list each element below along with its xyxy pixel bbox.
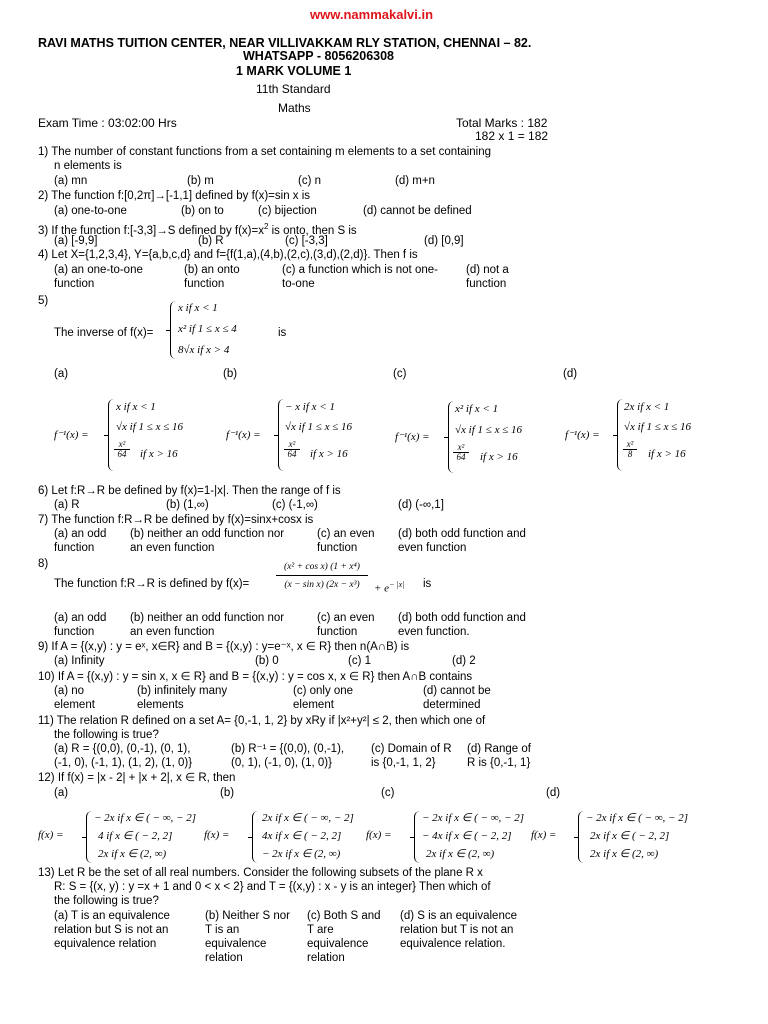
q13-option-c-4[interactable]: relation [307,952,345,964]
q12-d-row: 2x if x ∈ (2, ∞) [590,848,659,860]
q5-c-row: if x > 16 [480,451,518,463]
q9-option-c[interactable]: (c) 1 [348,655,371,667]
q13-option-c[interactable]: (c) Both S and [307,910,381,922]
q10-option-a[interactable]: (a) no [54,685,85,697]
q5-b-frac: x² 64 [284,440,300,459]
q1-option-c[interactable]: (c) n [298,175,321,187]
q5-c-frac: x² 64 [453,443,469,462]
q9-option-d[interactable]: (d) 2 [452,655,476,667]
q12-label-c[interactable]: (c) [381,787,395,799]
subject: Maths [278,101,311,115]
q1-option-d[interactable]: (d) m+n [395,175,435,187]
q5-f-row: x if x < 1 [178,302,218,314]
q12-label-d[interactable]: (d) [546,787,561,799]
q13-text: 13) Let R be the set of all real numbers. Consider the following subsets of the plane R x [38,867,483,879]
q13-option-b[interactable]: (b) Neither S nor [205,910,291,922]
q7-option-b-2[interactable]: an even function [130,542,215,554]
q7-option-a-2[interactable]: function [54,542,95,554]
whatsapp-number: WHATSAPP - 8056206308 [243,49,395,63]
q4-option-a[interactable]: (a) an one-to-one [54,264,143,276]
q5-brace [170,301,177,359]
q13-option-b-3[interactable]: equivalence [205,938,267,950]
q6-option-d[interactable]: (d) (-∞,1] [398,499,444,511]
q13-option-b-2[interactable]: T is an [205,924,240,936]
q5-is: is [278,327,287,339]
q10-option-c-2[interactable]: element [293,699,334,711]
q5-c-row: x² if x < 1 [455,403,499,415]
q8-option-c-2[interactable]: function [317,626,358,638]
q8-number: 8) [38,558,49,570]
q5-a-row: √x if 1 ≤ x ≤ 16 [116,421,183,433]
q5-d-row: 2x if x < 1 [624,401,670,413]
q5-b-row: − x if x < 1 [285,401,335,413]
q3-option-c[interactable]: (c) [-3,3] [285,235,328,247]
total-marks: Total Marks : 182 [456,116,548,130]
q11-text: 11) The relation R defined on a set A= {0,-1, 1, 2} by xRy if |x²+y²| ≤ 2, then which one of [38,715,486,727]
q5-a-row: if x > 16 [140,448,178,460]
volume-title: 1 MARK VOLUME 1 [236,64,352,78]
q5-b-finv: f⁻¹(x) = [226,429,261,441]
q2-option-b[interactable]: (b) on to [181,205,224,217]
q12-c-row: − 2x if x ∈ ( − ∞, − 2] [422,812,525,824]
q12-d-row: − 2x if x ∈ ( − ∞, − 2] [586,812,689,824]
q12-a-fx: f(x) = [38,829,64,841]
center-name: RAVI MATHS TUITION CENTER, NEAR VILLIVAKKAM RLY STATION, CHENNAI – 82. [38,36,532,50]
q11-option-c-2[interactable]: is {0,-1, 1, 2} [371,757,436,769]
q10-option-a-2[interactable]: element [54,699,95,711]
q7-text: 7) The function f:R→R be defined by f(x)=sinx+cosx is [38,514,314,526]
q9-option-b[interactable]: (b) 0 [255,655,279,667]
q12-b-row: 2x if x ∈ ( − ∞, − 2] [262,812,354,824]
q5-f-row: x² if 1 ≤ x ≤ 4 [178,323,237,335]
q7-option-b[interactable]: (b) neither an odd function nor [130,528,285,540]
q5-text: The inverse of f(x)= [54,327,154,339]
q5-label-b[interactable]: (b) [223,368,238,380]
q12-a-row: − 2x if x ∈ ( − ∞, − 2] [94,812,197,824]
q2-option-a[interactable]: (a) one-to-one [54,205,127,217]
q9-text: 9) If A = {(x,y) : y = eˣ, x∈R} and B = {(x,y) : y=e⁻ˣ, x ∈ R} then n(A∩B) is [38,641,410,653]
q11-option-b-2[interactable]: (0, 1), (-1, 0), (1, 0)} [231,757,332,769]
q4-text: 4) Let X={1,2,3,4}, Y={a,b,c,d} and f={f(1,a),(4,b),(2,c),(3,d),(2,d)}. Then f is [38,249,418,261]
q13-option-a[interactable]: (a) T is an equivalence [54,910,170,922]
website-url[interactable]: www.nammakalvi.in [310,7,434,22]
q11-option-b[interactable]: (b) R⁻¹ = {(0,0), (0,-1), [231,743,345,755]
q8-option-d[interactable]: (d) both odd function and [398,612,526,624]
q10-option-c[interactable]: (c) only one [293,685,354,697]
q2-option-d[interactable]: (d) cannot be defined [363,205,472,217]
q13-option-c-3[interactable]: equivalence [307,938,369,950]
q7-option-a[interactable]: (a) an odd [54,528,107,540]
q12-a-row: 4 if x ∈ ( − 2, 2] [98,830,173,842]
q5-d-frac: x² 8 [623,440,637,459]
q8-option-d-2[interactable]: even function. [398,626,470,638]
q12-d-fx: f(x) = [531,829,557,841]
q11-option-a[interactable]: (a) R = {(0,0), (0,-1), (0, 1), [54,743,191,755]
q2-option-c[interactable]: (c) bijection [258,205,317,217]
q8-option-b-2[interactable]: an even function [130,626,215,638]
q9-option-a[interactable]: (a) Infinity [54,655,105,667]
q8-option-a-2[interactable]: function [54,626,95,638]
q10-option-b[interactable]: (b) infinitely many [137,685,228,697]
q12-c-row: 2x if x ∈ (2, ∞) [426,848,495,860]
q1-option-a[interactable]: (a) mn [54,175,88,187]
q12-a-row: 2x if x ∈ (2, ∞) [98,848,167,860]
q12-c-brace[interactable] [414,811,421,863]
q13-text-3: the following is true? [54,895,159,907]
q8-option-c[interactable]: (c) an even [317,612,375,624]
q1-option-b[interactable]: (b) m [187,175,214,187]
q5-d-row: if x > 16 [648,448,686,460]
q8-is: is [423,578,432,590]
standard: 11th Standard [256,82,331,96]
q5-label-d[interactable]: (d) [563,368,578,380]
q5-b-row: if x > 16 [310,448,348,460]
q12-c-fx: f(x) = [366,829,392,841]
q11-option-d[interactable]: (d) Range of [467,743,531,755]
q13-option-a-2[interactable]: relation but S is not an [54,924,169,936]
q4-option-b[interactable]: (b) an onto [184,264,240,276]
q3-text: 3) If the function f:[-3,3]→S defined by $f(x)=x^2$ is onto, then S is [38,222,357,237]
q8-exp-term: + $e^{- |x|}$ [374,580,405,595]
q1-text-2: n elements is [54,160,122,172]
q13-option-d-3[interactable]: equivalence relation. [400,938,506,950]
q6-option-c[interactable]: (c) (-1,∞) [272,499,318,511]
q5-label-c[interactable]: (c) [393,368,407,380]
marks-calc: 182 x 1 = 182 [475,129,549,143]
q8-text: The function f:R→R is defined by f(x)= [54,578,250,590]
q5-b-brace[interactable] [278,399,285,471]
q5-d-finv: f⁻¹(x) = [565,429,600,441]
q4-option-c[interactable]: (c) a function which is not one- [282,264,438,276]
q10-option-b-2[interactable]: elements [137,699,184,711]
q8-option-b[interactable]: (b) neither an odd function nor [130,612,285,624]
q10-option-d[interactable]: (d) cannot be [423,685,491,697]
q13-option-d[interactable]: (d) S is an equivalence [400,910,517,922]
q12-label-b[interactable]: (b) [220,787,235,799]
q2-text: 2) The function f:[0,2π]→[-1,1] defined by f(x)=sin x is [38,190,311,202]
q4-option-d[interactable]: (d) not a [466,264,509,276]
q5-b-row: √x if 1 ≤ x ≤ 16 [285,421,352,433]
q5-a-finv: f⁻¹(x) = [54,429,89,441]
q4-option-c-2[interactable]: to-one [282,278,315,290]
q12-b-brace[interactable] [252,811,259,863]
q12-b-row: − 2x if x ∈ (2, ∞) [262,848,341,860]
q11-text-2: the following is true? [54,729,159,741]
q4-option-a-2[interactable]: function [54,278,95,290]
q13-option-c-2[interactable]: T are [307,924,334,936]
q7-option-d-2[interactable]: even function [398,542,467,554]
q12-a-brace[interactable] [86,811,93,863]
exam-time: Exam Time : 03:02:00 Hrs [38,116,177,130]
q1-text: 1) The number of constant functions from a set containing m elements to a set containing [38,146,492,158]
q11-option-d-2[interactable]: R is {0,-1, 1} [467,757,531,769]
q5-number: 5) [38,295,49,307]
q11-option-c[interactable]: (c) Domain of R [371,743,452,755]
q4-option-d-2[interactable]: function [466,278,507,290]
q5-c-brace[interactable] [448,401,455,473]
q10-text: 10) If A = {(x,y) : y = sin x, x ∈ R} and B = {(x,y) : y = cos x, x ∈ R} then A∩B contains [38,671,473,683]
q8-fraction: (x² + cos x) (1 + x⁴) (x − sin x) (2x − x³) [276,561,368,591]
q13-option-a-3[interactable]: equivalence relation [54,938,157,950]
q10-option-d-2[interactable]: determined [423,699,481,711]
q5-d-row: √x if 1 ≤ x ≤ 16 [624,421,691,433]
q13-text-2: R: S = {(x, y) : y =x + 1 and 0 < x < 2} and T = {(x,y) : x - y is an integer} Then which of [54,881,491,893]
q12-b-fx: f(x) = [204,829,230,841]
q6-option-a[interactable]: (a) R [54,499,80,511]
q5-f-row: 8√x if x > 4 [178,344,230,356]
q7-option-c[interactable]: (c) an even [317,528,375,540]
q3-option-a[interactable]: (a) [-9,9] [54,235,98,247]
q3-option-d[interactable]: (d) [0,9] [424,235,464,247]
q7-option-d[interactable]: (d) both odd function and [398,528,526,540]
q5-label-a[interactable]: (a) [54,368,69,380]
q5-a-row: x if x < 1 [116,401,156,413]
q5-a-brace[interactable] [108,399,115,471]
q12-d-brace[interactable] [578,811,585,863]
q12-text: 12) If f(x) = |x - 2| + |x + 2|, x ∈ R, then [38,772,236,784]
q11-option-a-2[interactable]: (-1, 0), (-1, 1), (1, 2), (1, 0)} [54,757,193,769]
q5-a-frac: x² 64 [114,440,130,459]
q5-c-finv: f⁻¹(x) = [395,431,430,443]
q8-option-a[interactable]: (a) an odd [54,612,107,624]
q3-option-b[interactable]: (b) R [198,235,224,247]
q6-text: 6) Let f:R→R be defined by f(x)=1-|x|. Then the range of f is [38,485,341,497]
q5-d-brace[interactable] [617,399,624,471]
q7-option-c-2[interactable]: function [317,542,358,554]
q4-option-b-2[interactable]: function [184,278,225,290]
q12-d-row: 2x if x ∈ ( − 2, 2] [590,830,670,842]
q12-b-row: 4x if x ∈ ( − 2, 2] [262,830,342,842]
q13-option-b-4[interactable]: relation [205,952,243,964]
q5-c-row: √x if 1 ≤ x ≤ 16 [455,424,522,436]
q12-c-row: − 4x if x ∈ ( − 2, 2] [422,830,512,842]
q6-option-b[interactable]: (b) (1,∞) [166,499,209,511]
q13-option-d-2[interactable]: relation but T is not an [400,924,514,936]
q12-label-a[interactable]: (a) [54,787,69,799]
